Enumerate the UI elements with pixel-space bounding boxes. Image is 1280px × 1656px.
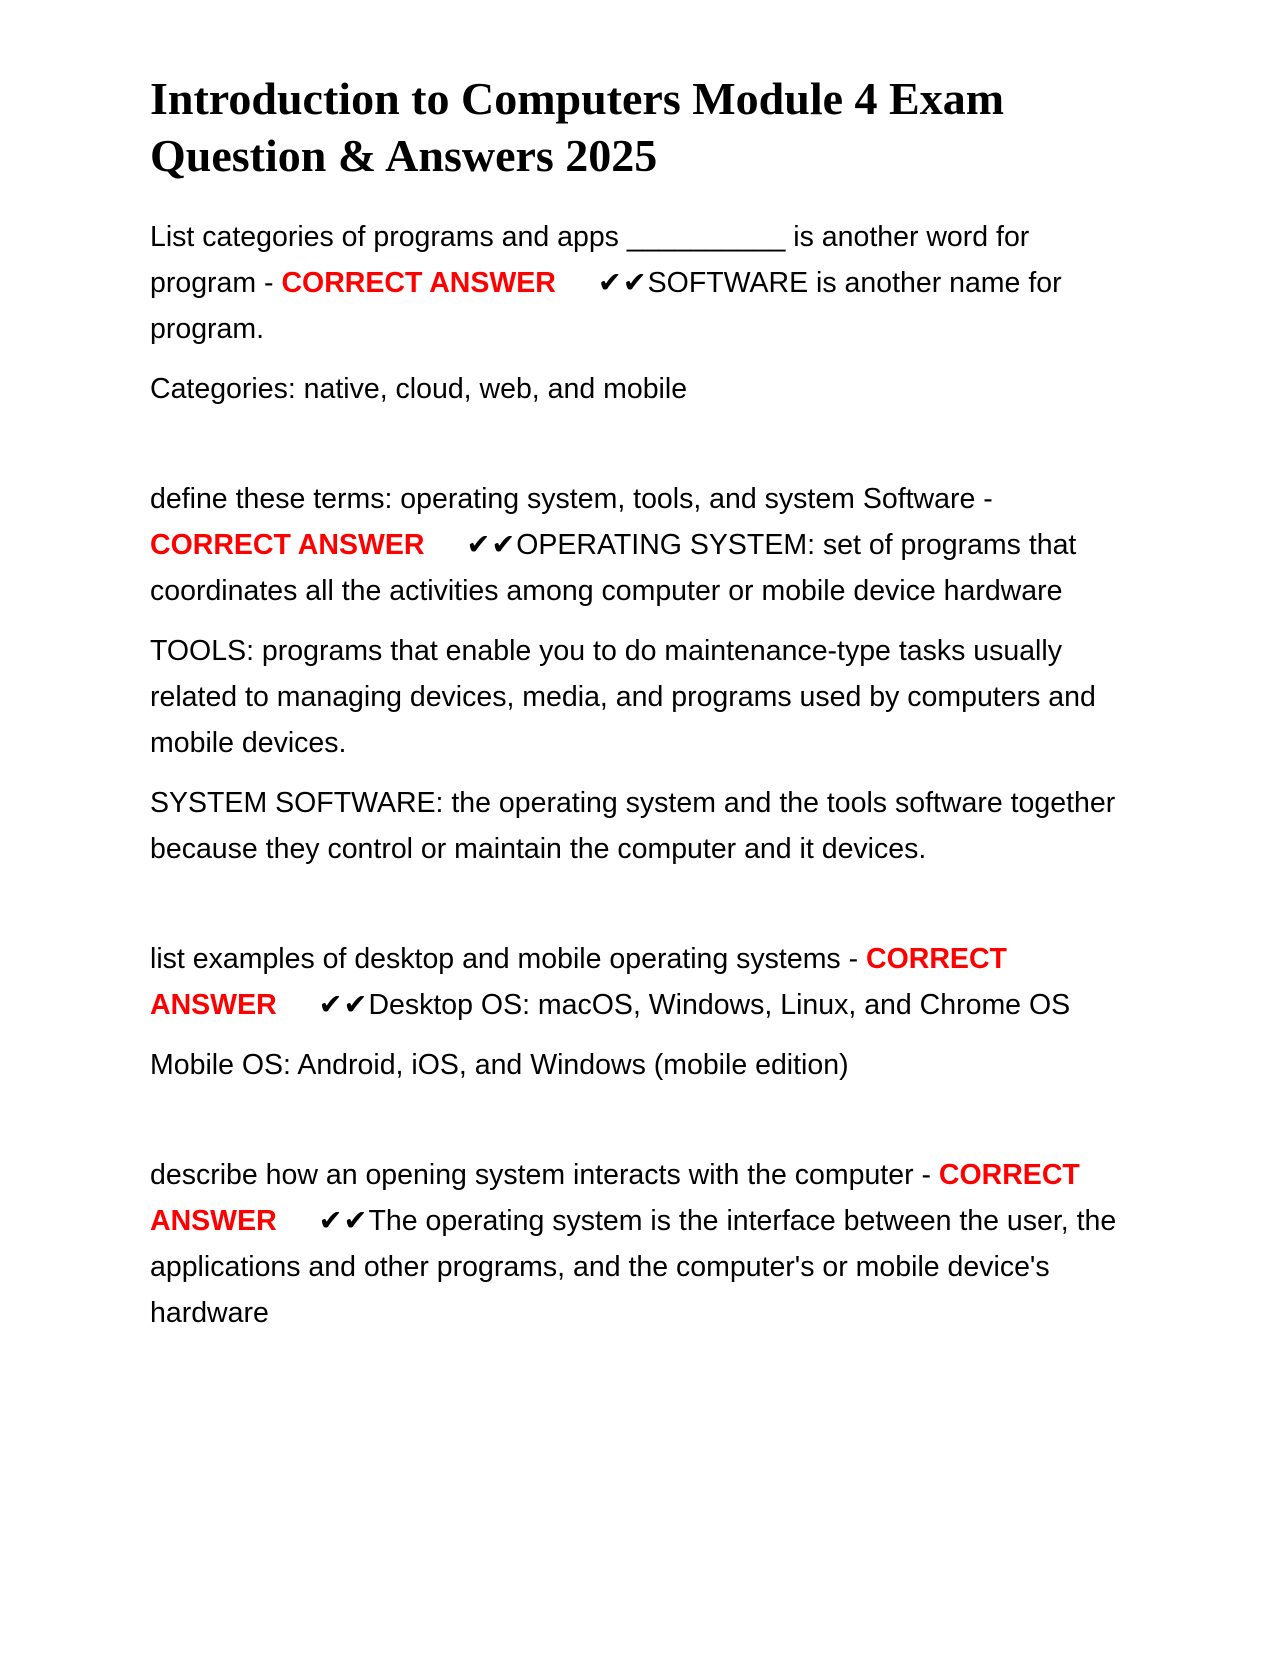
answer-text: SOFTWARE is another name for program. — [150, 267, 1062, 345]
question-text: describe how an opening system interacts with the computer - — [150, 1159, 939, 1191]
answer-text: The operating system is the interface between the user, the applications and other programs, and the computer's or mobile device's hardware — [150, 1205, 1117, 1329]
correct-answer-label: CORRECT ANSWER — [150, 529, 425, 561]
answer-text: OPERATING SYSTEM: set of programs that coordinates all the activities among computer or mobile device hardware — [150, 529, 1077, 607]
answer-text: Desktop OS: macOS, Windows, Linux, and Chrome OS — [368, 989, 1071, 1021]
answer-detail: TOOLS: programs that enable you to do maintenance-type tasks usually related to managing devices, media, and programs used by computers and mobile devices. — [150, 635, 1096, 759]
check-marks-icon: ✔✔ — [318, 989, 369, 1021]
qa-item — [150, 214, 1130, 412]
qa-item — [150, 936, 1130, 1088]
qa-paragraph — [150, 214, 1130, 352]
correct-answer-label: CORRECT ANSWER — [150, 1159, 1080, 1237]
qa-paragraph — [150, 476, 1130, 614]
spacer — [150, 426, 1130, 476]
document-title: Introduction to Computers Module 4 Exam Question & Answers 2025 — [150, 73, 1005, 181]
question-text: define these terms: operating system, tools, and system Software - — [150, 483, 993, 515]
answer-detail: Categories: native, cloud, web, and mobile — [150, 373, 688, 405]
correct-answer-label: CORRECT ANSWER — [150, 943, 1007, 1021]
answer-detail: SYSTEM SOFTWARE: the operating system and the tools software together because they control or maintain the computer and it devices. — [150, 787, 1116, 865]
answer-detail: Mobile OS: Android, iOS, and Windows (mobile edition) — [150, 1049, 849, 1081]
check-marks-icon: ✔✔ — [466, 529, 517, 561]
qa-paragraph — [150, 936, 1130, 1028]
spacer — [150, 886, 1130, 936]
document-page — [150, 70, 1130, 1350]
qa-paragraph — [150, 1152, 1130, 1336]
spacer — [150, 1102, 1130, 1152]
question-text: list examples of desktop and mobile operating systems - — [150, 943, 867, 975]
correct-answer-label: CORRECT ANSWER — [281, 267, 556, 299]
qa-item — [150, 1152, 1130, 1336]
qa-item — [150, 476, 1130, 872]
check-marks-icon: ✔✔ — [318, 1205, 369, 1237]
question-text: List categories of programs and apps __________ is another word for program - — [150, 221, 1030, 299]
check-marks-icon: ✔✔ — [597, 267, 648, 299]
